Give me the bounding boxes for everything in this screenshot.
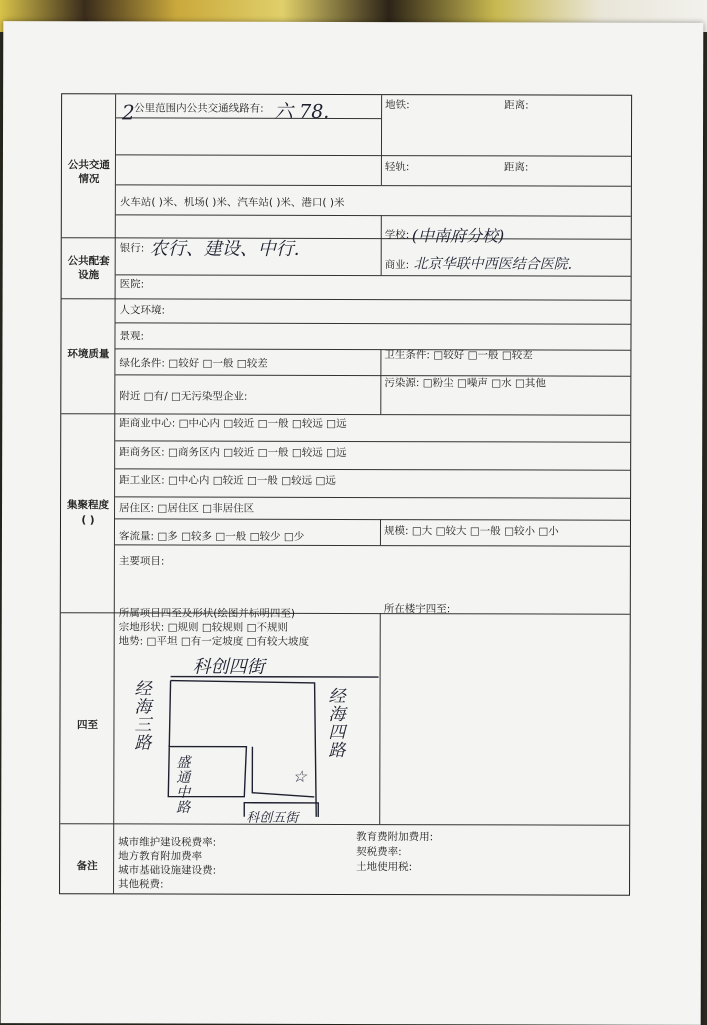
bus-range-handwriting: 2: [122, 100, 135, 125]
section-label-remarks: 备注: [76, 860, 98, 873]
building-boundary-label: 所在楼宇四至:: [383, 603, 451, 616]
east-road-handwriting: 经海四路: [324, 686, 345, 759]
environment-inner-divider: [380, 349, 381, 414]
row-line: [116, 184, 631, 186]
distance-business-center-checkboxes[interactable]: 距商业中心: □中心内 □较近 □一般 □较远 □远: [119, 417, 347, 430]
boundary-shape-title: 所属项目四至及形状(绘图并标明四至): [118, 607, 295, 620]
transit-inner-divider: [381, 95, 382, 185]
hygiene-checkboxes[interactable]: 卫生条件: □较好 □一般 □较差: [384, 349, 533, 362]
south-road-handwriting: 科创五街: [246, 810, 299, 826]
commerce-label: 商业:: [384, 259, 410, 272]
row-line: [116, 154, 631, 156]
bus-routes-handwriting: 六 78.: [274, 100, 330, 123]
bank-handwriting: 农行、建设、中行.: [149, 238, 300, 260]
section-label-transit: 公共交通情况: [67, 159, 110, 186]
row-line: [115, 518, 630, 520]
west-road-handwriting: 经海三路: [130, 679, 151, 752]
metro-label: 地铁:: [385, 99, 410, 112]
row-line: [116, 322, 631, 324]
site-star-mark: ☆: [292, 766, 307, 786]
other-taxes-label: 其他税费:: [118, 878, 164, 891]
parcel-shape-checkboxes[interactable]: 宗地形状: □规则 □较规则 □不规则: [118, 621, 289, 634]
boundary-inner-divider: [379, 613, 381, 824]
terrain-checkboxes[interactable]: 地势: □平坦 □有一定坡度 □有较大坡度: [118, 635, 310, 648]
distance-business-district-checkboxes[interactable]: 距商务区: □商务区内 □较近 □一般 □较远 □远: [119, 446, 347, 459]
main-projects-label: 主要项目:: [118, 555, 165, 568]
scale-checkboxes[interactable]: 规模: □大 □较大 □一般 □较小 □小: [383, 525, 559, 538]
stations-distance-row: 火车站( )米、机场( )米、汽车站( )米、港口( )米: [119, 196, 345, 209]
greening-checkboxes[interactable]: 绿化条件: □较好 □一般 □较差: [119, 357, 268, 370]
pollution-source-checkboxes[interactable]: 污染源: □粉尘 □噪声 □水 □其他: [384, 377, 546, 390]
commerce-handwriting: 北京华联中西医结合医院.: [413, 256, 573, 273]
school-handwriting: (中南府分校): [411, 226, 505, 246]
landscape-label: 景观:: [119, 330, 145, 343]
education-surcharge-label: 教育费附加费用:: [356, 831, 434, 844]
row-line: [115, 468, 630, 470]
section-label-facilities: 公共配套设施: [67, 255, 110, 282]
section-divider-environment: [61, 413, 630, 415]
section-divider-transit: [62, 237, 631, 239]
survey-form: [59, 93, 632, 895]
north-road-handwriting: 科创四街: [192, 656, 265, 678]
section-divider-boundary: [60, 823, 629, 825]
deed-tax-label: 契税费率:: [356, 846, 402, 859]
row-line: [115, 496, 630, 498]
row-line: [115, 440, 630, 442]
section-divider-facilities: [62, 298, 631, 300]
residential-checkboxes[interactable]: 居住区: □居住区 □非居住区: [119, 502, 255, 515]
bus-routes-label: 公里范围内公共交通线路有:: [134, 102, 264, 115]
paper-sheet: [1, 21, 704, 1025]
row-line: [115, 348, 630, 350]
light-rail-distance-label: 距离:: [503, 161, 529, 174]
land-use-tax-label: 土地使用税:: [356, 861, 413, 874]
section-label-agglomeration: 集聚程度: [67, 499, 110, 512]
infrastructure-fee-label: 城市基础设施建设费:: [118, 864, 217, 877]
row-line: [115, 374, 630, 376]
local-education-surcharge-label: 地方教育附加费率: [118, 850, 203, 863]
section-label-environment: 环境质量: [67, 348, 110, 361]
section-label-boundary: 四至: [76, 719, 98, 732]
culture-environment-label: 人文环境:: [119, 304, 166, 317]
passenger-flow-checkboxes[interactable]: 客流量: □多 □较多 □一般 □较少 □少: [118, 530, 305, 543]
hospital-label: 医院:: [119, 278, 145, 291]
row-line: [116, 117, 381, 119]
row-line: [116, 214, 631, 216]
row-line: [115, 544, 630, 546]
distance-industrial-checkboxes[interactable]: 距工业区: □中心内 □较近 □一般 □较远 □远: [119, 474, 336, 487]
city-maintenance-tax-label: 城市维护建设税费率:: [118, 836, 217, 849]
scale-divider: [380, 519, 381, 545]
inner-road-handwriting: 盛通中路: [174, 754, 191, 815]
bank-label: 银行:: [119, 242, 145, 255]
facilities-inner-divider: [381, 215, 382, 275]
light-rail-label: 轻轨:: [384, 161, 410, 174]
school-label: 学校:: [384, 229, 410, 242]
metro-distance-label: 距离:: [504, 99, 529, 112]
polluting-enterprise-checkboxes[interactable]: 附近 □有/ □无污染型企业:: [119, 390, 248, 403]
section-label-agglomeration-paren: ( ): [81, 514, 95, 527]
row-line: [116, 274, 631, 276]
